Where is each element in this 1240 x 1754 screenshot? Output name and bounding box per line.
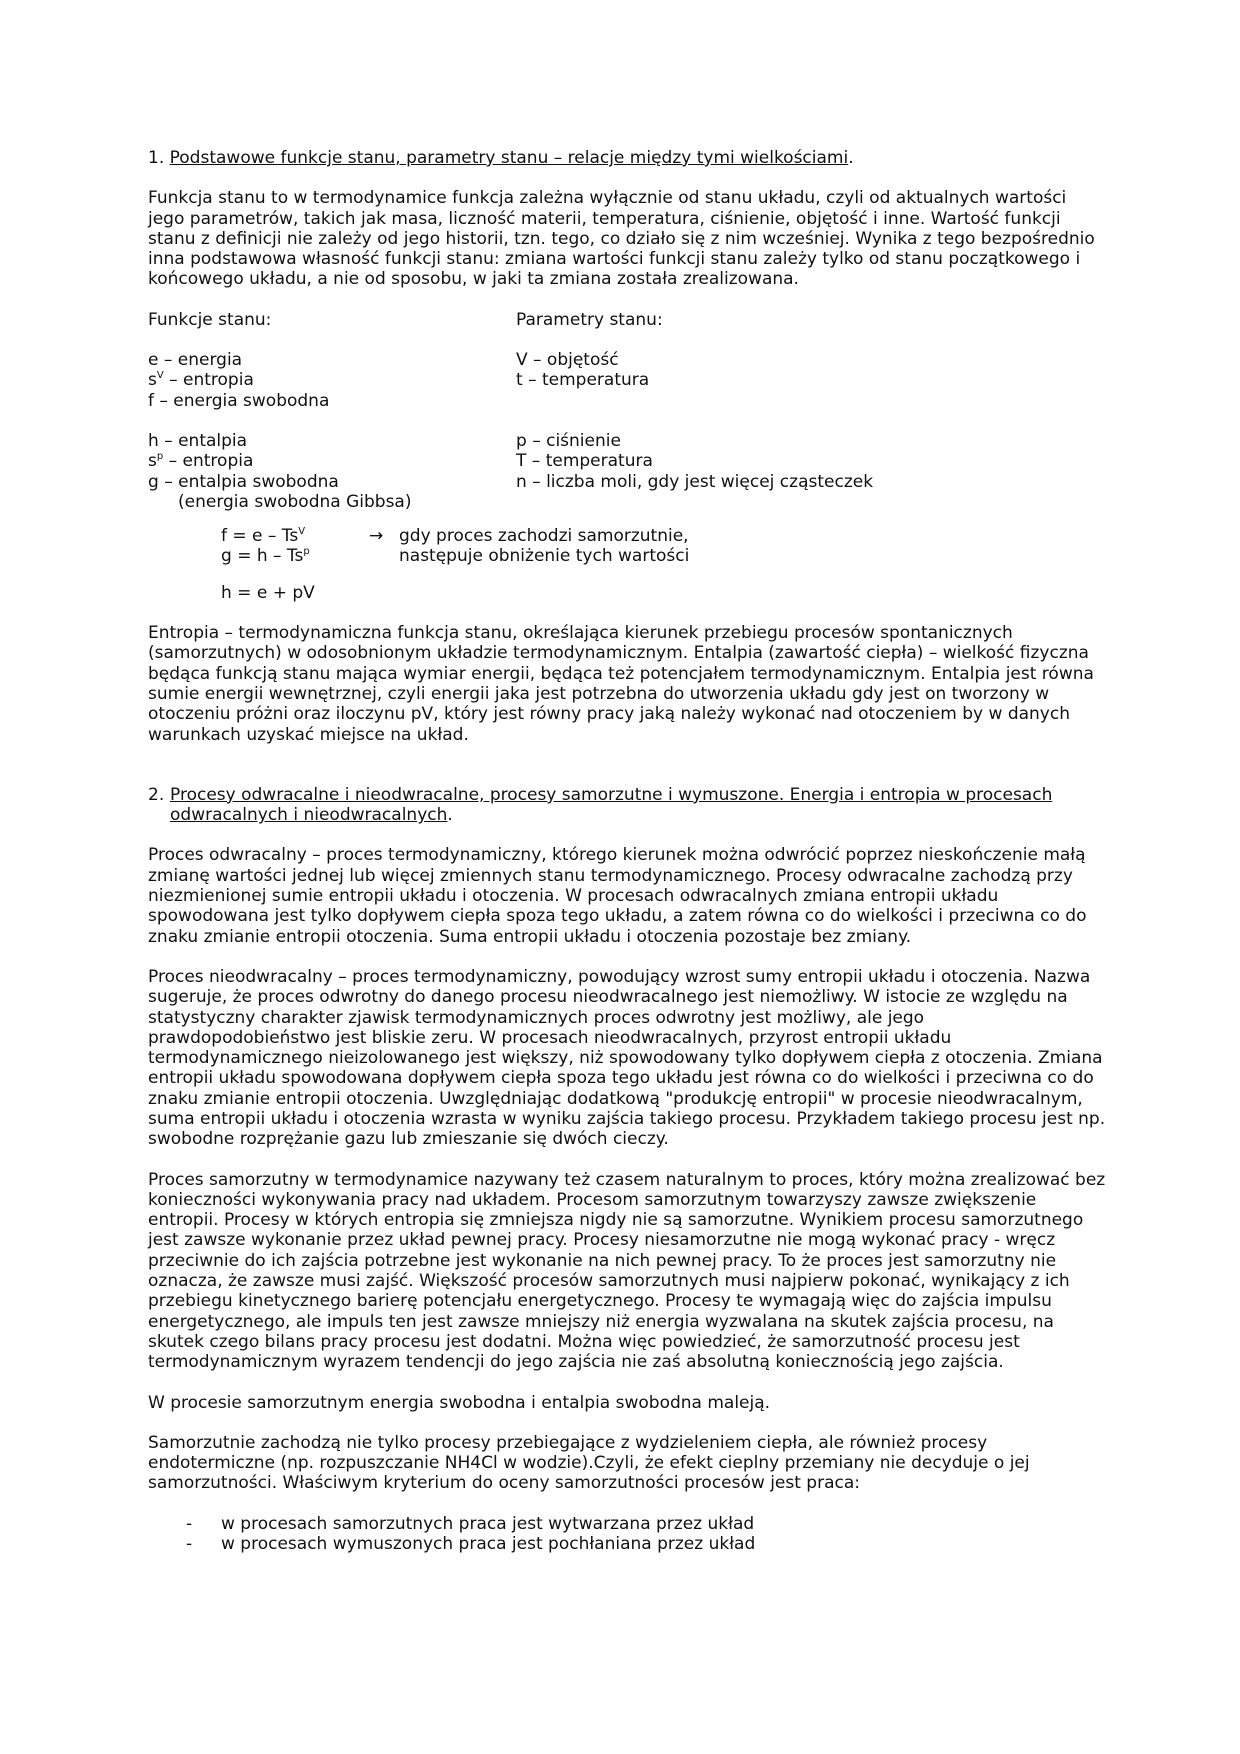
state-parameters-header: Parametry stanu:	[516, 309, 663, 330]
list-item-text: w procesach samorzutnych praca jest wytwarzana przez układ	[221, 1513, 755, 1534]
section-2-title: Procesy odwracalne i nieodwracalne, procesy samorzutne i wymuszone. Energia i entropia w procesach	[170, 784, 1053, 805]
list-item	[148, 1534, 1108, 1554]
state-function-item: $s^V$ – entropia	[148, 369, 254, 391]
entropy-paragraph: Entropia – termodynamiczna funkcja stanu, określająca kierunek przebiegu procesów spontanicznych (samorzutnych) w odosobnionym układzie termodynamicznym. Entalpia (zawartość ciepła) – wielkość fizyczna będąca funkcją stanu mająca wymiar energii, będąca też potencjałem termodynamicznym. Entalpia jest równa sumie energii wewnętrznej, czyli energii jaka jest potrzebna do utworzenia układu gdy jest on tworzony w otoczeniu próżni oraz iloczynu pV, który jest równy pracy jaką należy wykonać nad otoczeniem by w danych warunkach uzyskać miejsce na układ.	[148, 623, 1094, 745]
section-2-heading	[148, 785, 1108, 826]
state-function-note: (energia swobodna Gibbsa)	[178, 491, 412, 512]
section-1-title-end: .	[848, 148, 854, 168]
state-function-item: h – entalpia	[148, 430, 248, 451]
formula-note: następuje obniżenie tych wartości	[399, 546, 690, 567]
reversible-paragraph: Proces odwracalny – proces termodynamiczny, którego kierunek można odwrócić poprzez nieskończenie małą zmianę wartości jednej lub więcej zmiennych stanu termodynamicznego. Procesy odwracalne zachodzą przy niezmienionej sumie entropii układu i otoczenia. W procesach odwracalnych zmiana entropii układu spowodowana jest tylko dopływem ciepła spoza tego układu, a zatem równa co do wielkości i przeciwna co do znaku zmianie entropii otoczenia. Suma entropii układu i otoczenia pozostaje bez zmiany.	[148, 845, 1087, 947]
section-2-title-end: .	[447, 805, 453, 826]
state-parameter-item: n – liczba moli, gdy jest więcej cząsteczek	[516, 471, 874, 492]
list-item-text: w procesach wymuszonych praca jest pochłaniana przez układ	[221, 1534, 756, 1555]
state-functions-header: Funkcje stanu:	[148, 309, 272, 330]
irreversible-paragraph: Proces nieodwracalny – proces termodynamiczny, powodujący wzrost sumy entropii układu i otoczenia. Nazwa sugeruje, że proces odwrotny do danego procesu nieodwracalnego jest niemożliwy. W istocie ze względu na statystyczny charakter zjawisk termodynamicznych proces odwrotny jest możliwy, ale jego prawdopodobieństwo jest bliskie zeru. W procesach nieodwracalnych, przyrost entropii układu termodynamicznego nieizolowanego jest większy, niż spowodowany tylko dopływem ciepła z otoczenia. Zmiana entropii układu spowodowana dopływem ciepła spoza tego układu jest równa co do wielkości i przeciwna co do znaku zmianie entropii otoczenia. Uwzględniając dodatkową "produkcję entropii" w procesie nieodwracalnym, suma entropii układu i otoczenia wzrasta w wyniku zajścia takiego procesu. Przykładem takiego procesu jest np. swobodne rozprężanie gazu lub zmieszanie się dwóch cieczy.	[148, 966, 1106, 1150]
section-1-number: 1.	[148, 148, 165, 168]
free-energy-paragraph: W procesie samorzutnym energia swobodna i entalpia swobodna maleją.	[148, 1392, 771, 1413]
state-group-1	[148, 350, 1108, 411]
spontaneous-paragraph: Proces samorzutny w termodynamice nazywany też czasem naturalnym to proces, który można zrealizować bez konieczności wykonywania pracy nad układem. Procesom samorzutnym towarzyszy zawsze zwiększenie entropii. Procesy w których entropia się zmniejsza nigdy nie są samorzutne. Wynikiem procesu samorzutnego jest zawsze wykonanie przez układ pewnej pracy. Procesy niesamorzutne nie mogą wykonać pracy - wręcz przeciwnie do ich zajścia potrzebne jest wykonanie na nich pewnej pracy. To że proces jest samorzutny nie oznacza, że zawsze musi zajść. Większość procesów samorzutnych musi najpierw pokonać, wynikający z ich przebiegu kinetycznego barierę potencjału energetycznego. Procesy te wymagają więc do zajścia impulsu energetycznego, ale impuls ten jest zawsze mniejszy niż energia wyzwalana na skutek zajścia procesu, na skutek czego bilans pracy procesu jest dodatni. Można więc powiedzieć, że samorzutność procesu jest termodynamicznym wyrazem tendencji do jego zajścia nie zaś absolutną koniecznością jego zajścia.	[148, 1169, 1106, 1373]
state-function-item: f – energia swobodna	[148, 390, 330, 411]
list-item	[148, 1514, 1108, 1534]
formula-g: g = h – Ts	[221, 546, 304, 567]
section-1-title: Podstawowe funkcje stanu, parametry stanu – relacje między tymi wielkościami	[169, 148, 849, 168]
criteria-list	[148, 1514, 1108, 1555]
state-function-item: e – energia	[148, 350, 243, 371]
endothermic-paragraph: Samorzutnie zachodzą nie tylko procesy przebiegające z wydzieleniem ciepła, ale również procesy endotermiczne (np. rozpuszczanie NH4Cl w wodzie).Czyli, że efekt cieplny przemiany nie decyduje o jej samorzutności. Właściwym kryterium do oceny samorzutności procesów jest praca:	[148, 1432, 1030, 1494]
state-group-2	[148, 431, 1108, 512]
formula-note: gdy proces zachodzi samorzutnie,	[399, 526, 689, 547]
document-page	[148, 148, 1108, 1554]
bullet-marker: -	[186, 1513, 193, 1534]
section-1-heading	[148, 148, 1108, 168]
state-parameter-item: p – ciśnienie	[516, 430, 621, 451]
arrow-right-icon: →	[369, 526, 384, 547]
formulas-block: $f = e - Ts^V$ → gdy proces zachodzi samorzutnie, g = h – Ts$^p$ następuje obniżenie tych wartości h = e + pV	[148, 526, 1108, 603]
state-parameter-item: V – objętość	[516, 350, 619, 371]
state-functions-table	[148, 310, 1108, 330]
state-function-item: g – entalpia swobodna	[148, 471, 339, 492]
formula-f: f = e – Ts	[221, 526, 299, 547]
state-function-item: $s^p$ – entropia	[148, 450, 254, 472]
section-2-number: 2.	[148, 784, 165, 805]
section-1-intro: Funkcja stanu to w termodynamice funkcja zależna wyłącznie od stanu układu, czyli od aktualnych wartości jego parametrów, takich jak masa, liczność materii, temperatura, ciśnienie, objętość i inne. Wartość funkcji stanu z definicji nie zależy od jego historii, tzn. tego, co działo się z nim wcześniej. Wynika z tego bezpośrednio inna podstawowa własność funkcji stanu: zmiana wartości funkcji stanu zależy tylko od stanu początkowego i końcowego układu, a nie od sposobu, w jaki ta zmiana została zrealizowana.	[148, 188, 1095, 290]
state-parameter-item: t – temperatura	[516, 370, 650, 391]
formula-h: h = e + pV	[221, 582, 315, 603]
section-2-title-cont: odwracalnych i nieodwracalnych	[170, 805, 448, 826]
state-parameter-item: T – temperatura	[516, 451, 653, 472]
bullet-marker: -	[186, 1534, 193, 1555]
